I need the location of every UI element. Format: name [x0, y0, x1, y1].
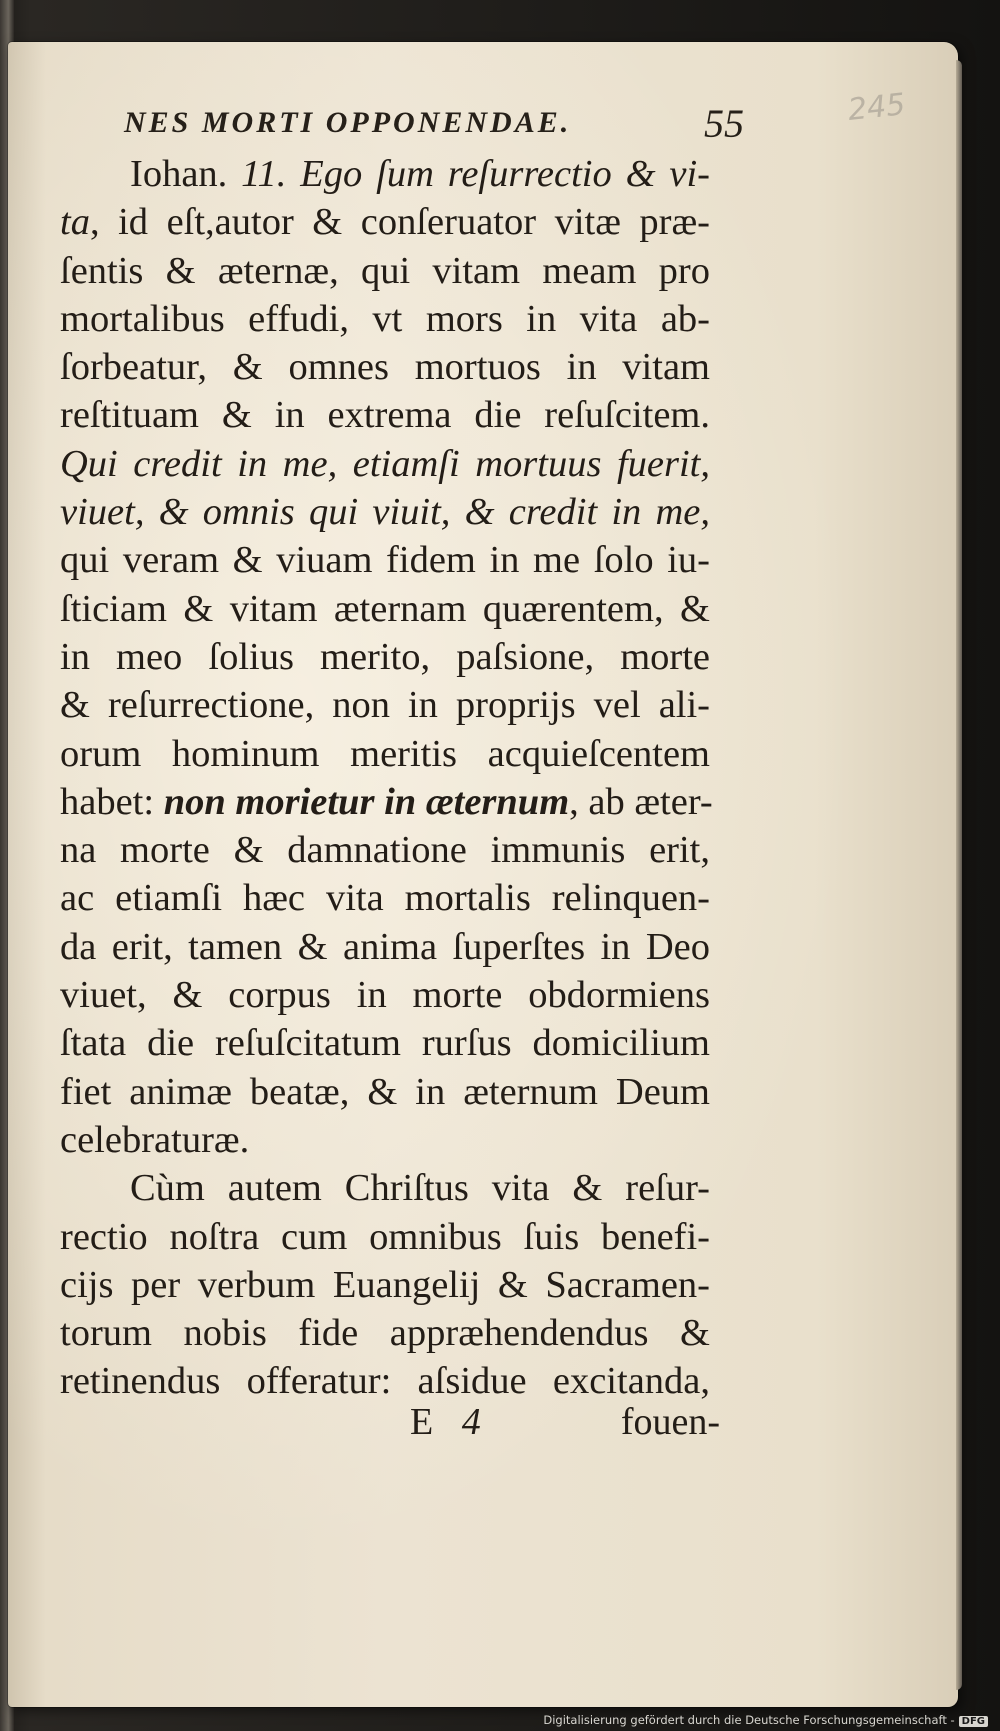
text-line: [60, 826, 710, 874]
credit-text: Digitalisierung gefördert durch die Deutsche Forschungsgemeinschaft -: [543, 1713, 955, 1727]
text-line: [60, 923, 710, 971]
text-segment: qui veram & viuam fidem in me ſolo iu-: [60, 539, 710, 582]
text-segment: retinendus offeratur: aſsidue excitanda,: [60, 1360, 710, 1403]
text-line: [60, 198, 710, 246]
text-line: [60, 343, 710, 391]
text-segment: ta: [60, 201, 90, 244]
dfg-logo: DFG: [959, 1716, 988, 1727]
page-header: [124, 100, 744, 152]
text-segment: , id eſt,autor & conſeruator vitæ præ-: [89, 201, 710, 244]
text-line: [60, 585, 710, 633]
text-segment: 11. Ego ſum reſurrectio & vi-: [241, 153, 710, 195]
text-line: [60, 874, 710, 922]
text-segment: ſorbeatur, & omnes mortuos in vitam: [60, 346, 710, 389]
text-segment: ſentis & æternæ, qui vitam meam pro: [60, 249, 710, 292]
text-segment: cijs per verbum Euangelij & Sacramen-: [60, 1263, 710, 1306]
text-segment: non morietur in æternum: [163, 780, 570, 823]
text-segment: orum hominum meritis acquieſcentem: [60, 732, 710, 775]
text-line: [60, 681, 710, 729]
signature-mark: [410, 1400, 481, 1444]
text-segment: Iohan.: [130, 153, 242, 195]
text-line: [60, 391, 710, 439]
text-segment: Cùm autem Chriſtus vita & reſur-: [130, 1167, 710, 1210]
text-line: [60, 633, 710, 681]
text-segment: da erit, tamen & anima ſuperſtes in Deo: [60, 925, 710, 968]
text-segment: na morte & damnatione immunis erit,: [60, 829, 710, 872]
text-line: [60, 1164, 710, 1212]
text-segment: viuet, & corpus in morte obdormiens: [60, 974, 710, 1017]
text-line: [60, 1019, 710, 1067]
text-line: [60, 488, 710, 536]
text-line: [60, 1213, 710, 1261]
text-segment: reſtituam & in extrema die reſuſcitem.: [60, 394, 710, 437]
text-segment: fiet animæ beatæ, & in æternum Deum: [60, 1070, 710, 1113]
page-number: 55: [704, 101, 744, 146]
pencil-margin-note: 245: [846, 87, 907, 128]
text-line: [60, 1261, 710, 1309]
text-line: [60, 247, 710, 295]
text-line: [60, 730, 710, 778]
text-segment: torum nobis fide appræhendendus &: [60, 1312, 710, 1355]
text-segment: Qui credit in me, etiamſi mortuus fuerit,: [60, 442, 710, 485]
text-segment: habet:: [60, 780, 164, 823]
text-line: [60, 1068, 710, 1116]
text-line: [60, 1357, 710, 1405]
text-line: [60, 295, 710, 343]
text-segment: ſticiam & vitam æternam quærentem, &: [60, 587, 710, 630]
body-text: [60, 150, 713, 1406]
text-segment: rectio noſtra cum omnibus ſuis benefi-: [60, 1215, 710, 1258]
text-segment: celebraturæ.: [60, 1118, 250, 1161]
text-line: [60, 971, 710, 1019]
text-line: [60, 1309, 710, 1357]
text-segment: ſtata die reſuſcitatum rurſus domicilium: [60, 1022, 710, 1065]
text-line: [60, 440, 710, 488]
page-edge: [956, 60, 962, 1690]
running-head: NES MORTI OPPONENDAE.: [124, 106, 572, 139]
signature-number: 4: [461, 1401, 481, 1443]
text-segment: in meo ſolius merito, paſsione, morte: [60, 635, 710, 678]
text-segment: & reſurrectione, non in proprijs vel ali-: [60, 684, 710, 727]
text-line: [60, 778, 713, 826]
text-line: [60, 1116, 710, 1164]
digitization-credit: [543, 1713, 988, 1727]
text-segment: mortalibus effudi, vt mors in vita ab-: [60, 297, 710, 340]
text-line: [60, 536, 710, 584]
text-segment: ac etiamſi hæc vita mortalis relinquen-: [60, 877, 710, 920]
page-footer: [410, 1400, 720, 1452]
text-line: [60, 150, 710, 198]
catchword: fouen-: [620, 1401, 720, 1443]
signature-letter: E: [410, 1401, 434, 1443]
text-segment: viuet, & omnis qui viuit, & credit in me,: [60, 491, 710, 534]
text-segment: , ab æter-: [569, 780, 713, 823]
